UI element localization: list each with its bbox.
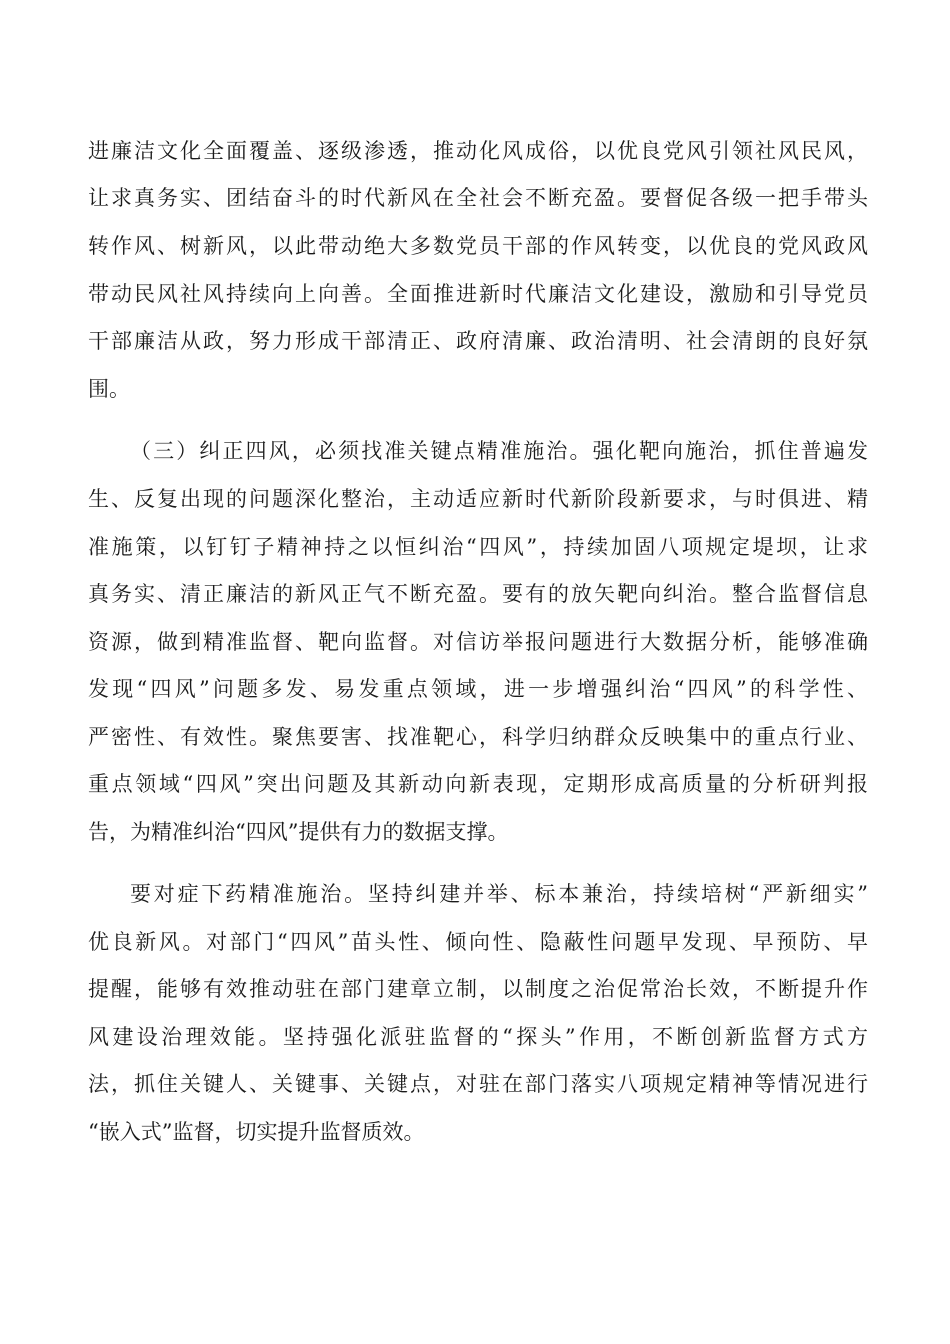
paragraph-2-line-8: 重点领域“四风”突出问题及其新动向新表现，定期形成高质量的分析研判报 <box>88 772 868 796</box>
paragraph-1-line-1: 进廉洁文化全面覆盖、逐级渗透，推动化风成俗，以优良党风引领社风民风， <box>88 139 868 163</box>
paragraph-2-line-6: 发现“四风”问题多发、易发重点领域，进一步增强纠治“四风”的科学性、 <box>88 677 868 701</box>
paragraph-2-line-7: 严密性、有效性。聚焦要害、找准靶心，科学归纳群众反映集中的重点行业、 <box>88 725 868 749</box>
paragraph-2-line-4: 真务实、清正廉洁的新风正气不断充盈。要有的放矢靶向纠治。整合监督信息 <box>88 582 868 606</box>
paragraph-1-line-5: 干部廉洁从政，努力形成干部清正、政府清廉、政治清明、社会清朗的良好氛 <box>88 329 868 353</box>
paragraph-1-line-3: 转作风、树新风，以此带动绝大多数党员干部的作风转变，以优良的党风政风 <box>88 234 868 258</box>
paragraph-2-line-5: 资源，做到精准监督、靶向监督。对信访举报问题进行大数据分析，能够准确 <box>88 630 868 654</box>
paragraph-3-line-1: 要对症下药精准施治。坚持纠建并举、标本兼治，持续培树“严新细实” <box>130 882 868 906</box>
paragraph-1-line-4: 带动民风社风持续向上向善。全面推进新时代廉洁文化建设，激励和引导党员 <box>88 282 868 306</box>
paragraph-3-line-5: 法，抓住关键人、关键事、关键点，对驻在部门落实八项规定精神等情况进行 <box>88 1072 868 1096</box>
paragraph-2-line-2: 生、反复出现的问题深化整治，主动适应新时代新阶段新要求，与时俱进、精 <box>88 487 868 511</box>
paragraph-1-line-6: 围。 <box>88 377 130 401</box>
paragraph-3-line-3: 提醒，能够有效推动驻在部门建章立制，以制度之治促常治长效，不断提升作 <box>88 977 868 1001</box>
paragraph-3-line-4: 风建设治理效能。坚持强化派驻监督的“探头”作用，不断创新监督方式方 <box>88 1025 868 1049</box>
paragraph-3-line-6: “嵌入式”监督，切实提升监督质效。 <box>88 1120 425 1144</box>
paragraph-2-line-1: （三）纠正四风，必须找准关键点精准施治。强化靶向施治，抓住普遍发 <box>130 439 868 463</box>
paragraph-2-line-9: 告，为精准纠治“四风”提供有力的数据支撑。 <box>88 820 509 844</box>
paragraph-2-line-3: 准施策，以钉钉子精神持之以恒纠治“四风”，持续加固八项规定堤坝，让求 <box>88 535 868 559</box>
paragraph-1-line-2: 让求真务实、团结奋斗的时代新风在全社会不断充盈。要督促各级一把手带头 <box>88 186 868 210</box>
paragraph-3-line-2: 优良新风。对部门“四风”苗头性、倾向性、隐蔽性问题早发现、早预防、早 <box>88 930 868 954</box>
